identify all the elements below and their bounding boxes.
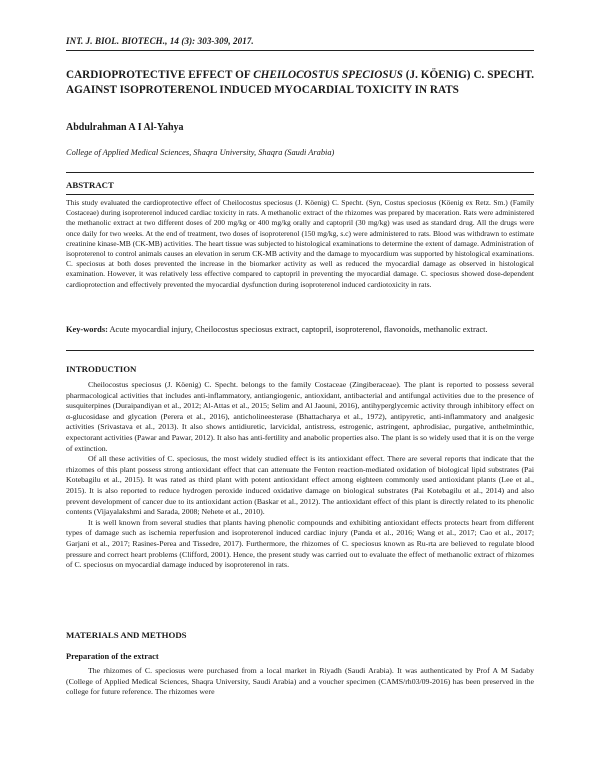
methods-paragraph-1: The rhizomes of C. speciosus were purchased from a local market in Riyadh (Saudi Arabia). It was authenticated by Prof A M Sadaby (College of Applied Medical Sciences, Shaqra University, Saudi Arabia) and a voucher specimen (CAMS/rh03/09-2016) has been preserved in the college for future reference. The rhizomes were [66,666,534,697]
introduction-body [66,380,534,571]
methods-subheading-extract: Preparation of the extract [66,652,159,661]
introduction-heading: INTRODUCTION [66,364,137,374]
title-part-1: CARDIOPROTECTIVE EFFECT OF [66,69,254,81]
keywords-label: Key-words: [66,325,108,334]
intro-paragraph-2: Of all these activities of C. speciosus, the most widely studied effect is its antioxidant effect. There are several reports that indicate that the rhizomes of this plant possess strong antioxidant effect that can attenuate the Fenton reaction-mediated oxidation of biological lipid substrates (Pai Kotebagilu et al., 2015). It was rated as third plant with potent antioxidant effect among eighteen commonly used antioxidant plants (Lee et al., 2015). It is also reported to reduce hydrogen peroxide induced oxidative damage on biological substrates (Pai Kotebagilu et al., 2014) and also prevent development of cancer due to its antioxidant action (Baskar et al., 2012). The antioxidant effect of this plant is directly related to its phenolic contents (Vijayalakshmi and Sarada, 2008; Nehete et al., 2010). [66,454,534,517]
abstract-heading: ABSTRACT [66,180,114,190]
abstract-top-rule [66,172,534,173]
abstract-text: This study evaluated the cardioprotective effect of Cheilocostus speciosus (J. Köenig) C. Specht. (Syn, Costus speciosus (Köenig ex Retz. Sm.) (Family Costaceae) during isoproterenol induced cardiac toxicity in rats. A methanolic extract of the rhizomes was prepared by maceration. Rats were administered the methanolic extract at two different doses of 200 mg/kg or 400 mg/kg orally and captopril (30 mg/kg) was used as standard drug. All the drugs were once daily for two weeks. At the end of treatment, two doses of isoproterenol (150 mg/kg, s.c) were administered to rats. Blood was withdrawn to estimate creatinine kinase-MB (CK-MB) activities. The heart tissue was subjected to histological examinations to determine the extent of damage. Administration of isoproterenol to control animals causes an elevation in serum CK-MB activity and the damage to myocardium was supported by histological examinations. C. speciosus at both doses prevented the increase in the biomarker activity as well as reduced the myocardial damage as observed in histological examination. However, it was relatively less effective compared to captopril in preventing the myocardial damage. C. speciosus showed dose-dependent cardioprotection and effectively prevented the myocardial dysfunction during isoproterenol induced cardiotoxicity in rats. [66,198,534,289]
journal-header: INT. J. BIOL. BIOTECH., 14 (3): 303-309, 2017. [66,36,254,46]
intro-paragraph-1: Cheilocostus speciosus (J. Köenig) C. Specht. belongs to the family Costaceae (Zingiberaceae). The plant is reported to possess several pharmacological activities that includes anti-inflammatory, antiangiogenic, antioxidant, antibacterial and antifungal activities due to the presence of susquiterpines (Duraipandiyan et al., 2012; Al-Attas et al., 2015; Selim and Al Jaouni, 2016), antihyperglycemic activity through inhibitory effect on α-glucosidase and glycation (Perera et al., 2016), anticholineesterase (Bhattacharya et al., 1972), antipyretic, anti-inflammatory and analgesic activities (Srivastava et al., 2013). It also shows antidiuretic, larvicidal, antistress, estrogenic, astringent, aphrodisiac, purgative, anthelminthic, expectorant activities (Pawar and Pawar, 2012). It also has anti-fertility and anabolic properties also. The plant is so widely used that it is on the verge of extinction. [66,380,534,453]
keywords [66,324,534,336]
abstract-heading-rule [66,194,534,195]
title-species: CHEILOCOSTUS SPECIOSUS [253,69,403,81]
header-rule [66,50,534,51]
author-name: Abdulrahman A I Al-Yahya [66,122,184,133]
methods-body [66,666,534,698]
keywords-rule [66,350,534,351]
keywords-text: Acute myocardial injury, Cheilocostus speciosus extract, captopril, isoproterenol, flavonoids, methanolic extract. [107,325,488,334]
author-affiliation: College of Applied Medical Sciences, Shaqra University, Shaqra (Saudi Arabia) [66,148,335,157]
intro-paragraph-3: It is well known from several studies that plants having phenolic compounds and exhibiting antioxidant effects protects heart from different types of damage such as ischemia reperfusion and isoproterenol induced cardiac injury (Panda et al., 2016; Wang et al., 2017; Cao et al., 2017; Garjani et al., 2017; Rasines-Perea and Tissedre, 2017). Furthermore, the rhizomes of C. speciosus known as Ru-rta are believed to regulate blood pressure and correct heart problems (Clifford, 2001). Hence, the present study was carried out to evaluate the effect of methanolic extract of rhizomes of C. speciosus on myocardial damage induced by isoproterenol in rats. [66,517,534,570]
title-part-2: (J. KÖENIG) C. SPECHT. AGAINST ISOPROTERENOL INDUCED MYOCARDIAL TOXICITY IN RATS [66,69,534,96]
paper-title [66,68,534,98]
methods-heading: MATERIALS AND METHODS [66,630,187,640]
